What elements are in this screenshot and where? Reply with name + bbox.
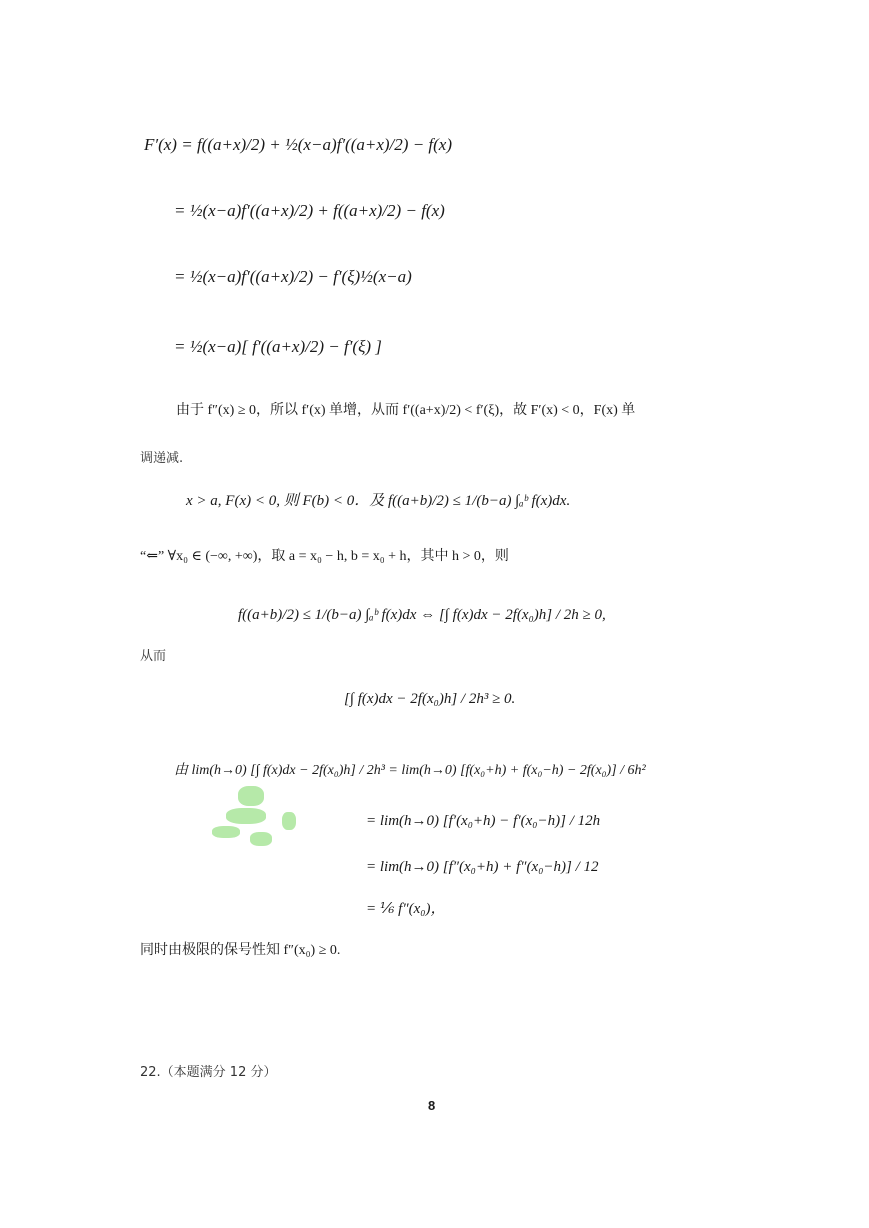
equation-line-10: = lim(h→0) [f″(x₀+h) + f″(x₀−h)] / 12 [366, 859, 599, 875]
equation-line-5: x > a, F(x) < 0, 则 F(b) < 0．及 f((a+b)/2) ≤ 1/(b−a) ∫ₐᵇ f(x)dx. [186, 493, 571, 509]
problem-heading: 22.（本题满分 12 分） [140, 1065, 277, 1080]
equation-line-7: [∫ f(x)dx − 2f(x₀)h] / 2h³ ≥ 0. [344, 691, 516, 707]
equation-line-2: = ½(x−a)f′((a+x)/2) + f((a+x)/2) − f(x) [174, 201, 445, 220]
equation-line-1: F′(x) = f((a+x)/2) + ½(x−a)f′((a+x)/2) − f(x) [144, 135, 453, 154]
text-line-conclusion: 同时由极限的保号性知 f″(x₀) ≥ 0. [140, 943, 341, 958]
equation-line-3: = ½(x−a)f′((a+x)/2) − f′(ξ)½(x−a) [174, 267, 412, 286]
text-line-converse: “⇐” ∀x₀ ∈ (−∞, +∞)，取 a = x₀ − h, b = x₀ + h，其中 h > 0，则 [140, 549, 509, 564]
text-line-monotonic: 由于 f″(x) ≥ 0，所以 f′(x) 单增，从而 f′((a+x)/2) < f′(ξ)，故 F′(x) < 0，F(x) 单 [176, 403, 636, 418]
text-line-hence: 从而 [140, 649, 167, 664]
page-number: 8 [428, 1098, 436, 1113]
equation-line-4: = ½(x−a)[ f′((a+x)/2) − f′(ξ) ] [174, 337, 382, 356]
equation-line-8: 由 lim(h→0) [∫ f(x)dx − 2f(x₀)h] / 2h³ = lim(h→0) [f(x₀+h) + f(x₀−h) − 2f(x₀)] / 6h² [174, 763, 646, 778]
equation-line-11: = ⅙ f″(x₀)， [366, 901, 446, 917]
text-line-decreasing: 调递减. [140, 451, 184, 466]
equation-line-6: f((a+b)/2) ≤ 1/(b−a) ∫ₐᵇ f(x)dx ⇔ [∫ f(x)dx − 2f(x₀)h] / 2h ≥ 0, [238, 607, 606, 623]
equation-line-9: = lim(h→0) [f′(x₀+h) − f′(x₀−h)] / 12h [366, 813, 601, 829]
